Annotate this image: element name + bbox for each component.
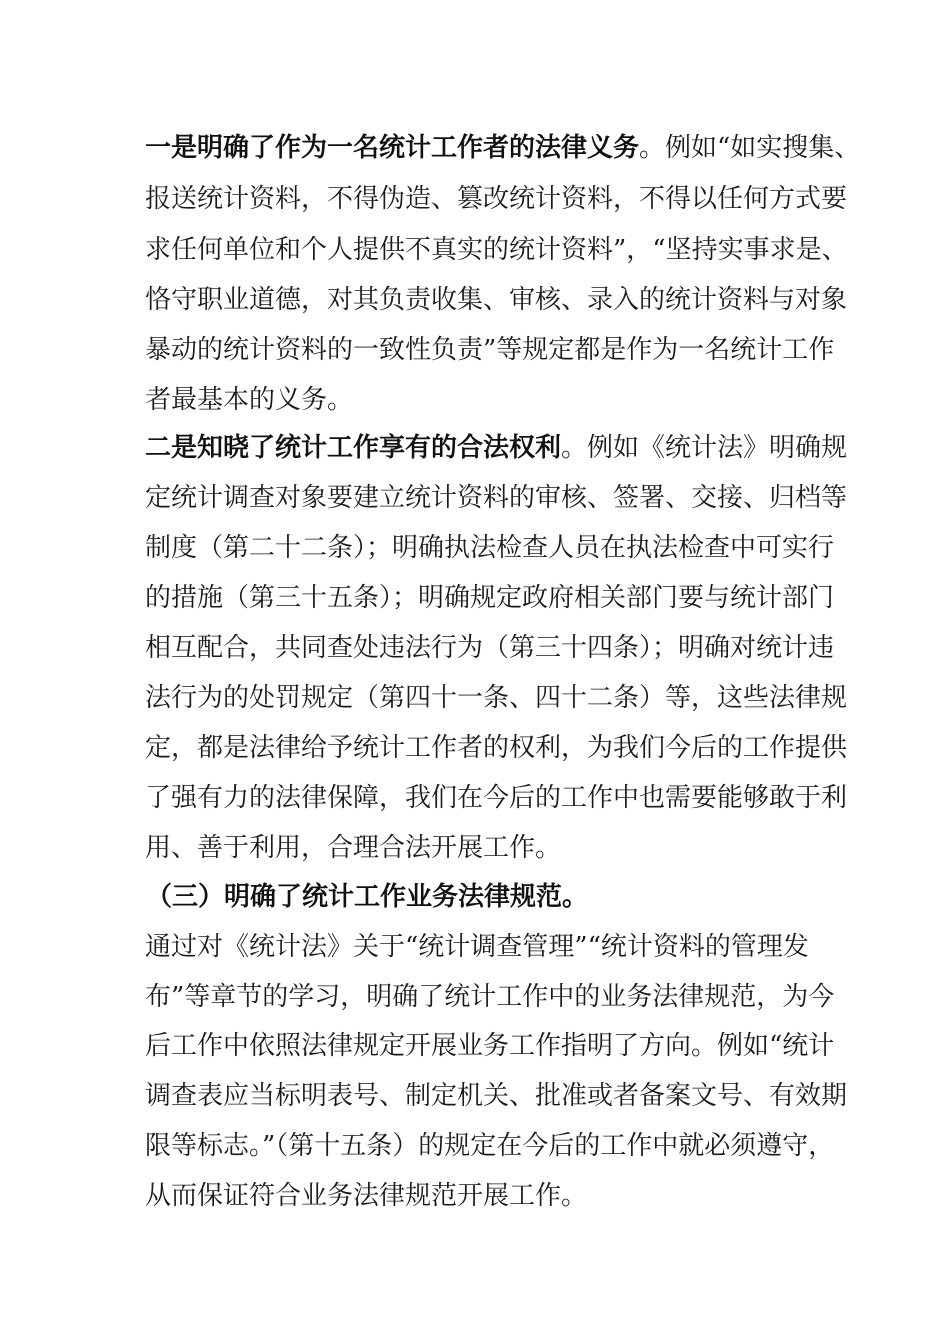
paragraph-2-line-1 — [145, 431, 847, 465]
paragraph-1-line-6: 者最基本的义务。 — [145, 385, 354, 415]
paragraph-2-lead: 二是知晓了统计工作享有的合法权利 — [145, 433, 562, 463]
paragraph-2-line-5: 相互配合，共同查处违法行为（第三十四条）；明确对统计违 — [145, 633, 835, 663]
paragraph-2-line-1-text: 。例如《统计法》明确规 — [561, 433, 848, 463]
paragraph-3-line-3: 后工作中依照法律规定开展业务工作指明了方向。例如“统计 — [145, 1031, 835, 1061]
paragraph-3-line-6: 从而保证符合业务法律规范开展工作。 — [145, 1181, 588, 1211]
paragraph-1-line-4: 恪守职业道德，对其负责收集、审核、录入的统计资料与对象 — [145, 285, 848, 315]
paragraph-2-line-7: 定，都是法律给予统计工作者的权利，为我们今后的工作提供 — [145, 733, 848, 763]
paragraph-1-line-3: 求任何单位和个人提供不真实的统计资料”，“坚持实事求是、 — [145, 235, 848, 265]
paragraph-3-line-1: 通过对《统计法》关于“统计调查管理”“统计资料的管理发 — [145, 932, 809, 962]
paragraph-2-line-8: 了强有力的法律保障，我们在今后的工作中也需要能够敢于利 — [145, 783, 848, 813]
paragraph-1-lead: 一是明确了作为一名统计工作者的法律义务 — [145, 133, 640, 163]
paragraph-3-line-2: 布”等章节的学习，明确了统计工作中的业务法律规范，为今 — [145, 982, 835, 1012]
paragraph-3-line-5: 限等标志。”（第十五条）的规定在今后的工作中就必须遵守， — [145, 1131, 835, 1161]
paragraph-1-line-1-text: 。例如“如实搜集、 — [639, 133, 861, 163]
paragraph-2-line-6: 法行为的处罚规定（第四十一条、四十二条）等，这些法律规 — [145, 683, 848, 713]
paragraph-3-line-4: 调查表应当标明表号、制定机关、批准或者备案文号、有效期 — [145, 1081, 848, 1111]
section-heading-3: （三）明确了统计工作业务法律规范。 — [146, 882, 589, 912]
paragraph-2-line-3: 制度（第二十二条）；明确执法检查人员在执法检查中可实行 — [145, 533, 835, 563]
paragraph-1-line-1 — [145, 131, 860, 165]
paragraph-1-line-2: 报送统计资料，不得伪造、篡改统计资料，不得以任何方式要 — [145, 184, 848, 214]
paragraph-1-line-5: 暴动的统计资料的一致性负责”等规定都是作为一名统计工作 — [145, 335, 835, 365]
paragraph-2-line-2: 定统计调查对象要建立统计资料的审核、签署、交接、归档等 — [145, 483, 848, 513]
paragraph-2-line-4: 的措施（第三十五条）；明确规定政府相关部门要与统计部门 — [145, 583, 835, 613]
paragraph-2-line-9: 用、善于利用，合理合法开展工作。 — [145, 833, 562, 863]
